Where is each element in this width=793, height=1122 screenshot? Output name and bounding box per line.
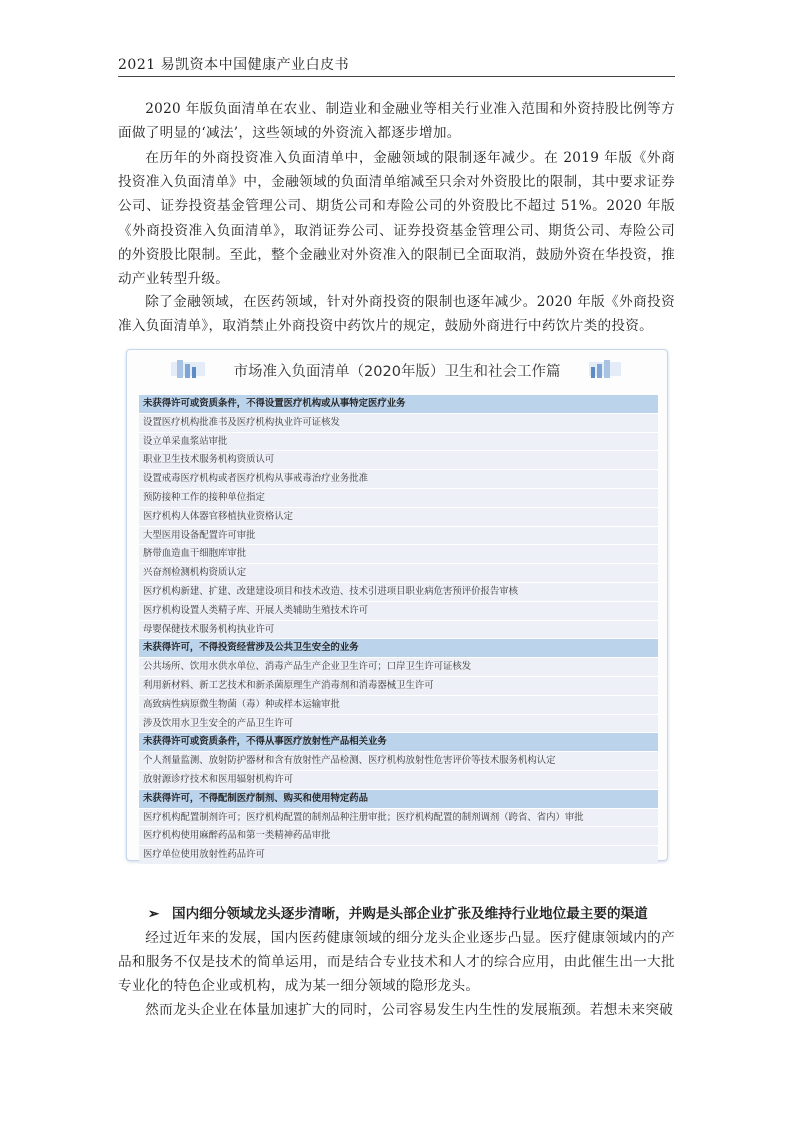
page-header-title: 2021 易凯资本中国健康产业白皮书	[118, 57, 350, 73]
section-heading-text: 国内细分领域龙头逐步清晰，并购是头部企业扩张及维持行业地位最主要的渠道	[172, 906, 648, 922]
table-row: 涉及饮用水卫生安全的产品卫生许可	[139, 715, 658, 734]
paragraph-growth-bottleneck: 然而龙头企业在体量加速扩大的同时，公司容易发生内生性的发展瓶颈。若想未来突破	[145, 1002, 674, 1018]
table-title: 市场准入负面清单（2020年版）卫生和社会工作篇	[233, 364, 561, 380]
table-row: 公共场所、饮用水供水单位、消毒产品生产企业卫生许可；口岸卫生许可证核发	[139, 658, 658, 677]
table-row: 利用新材料、新工艺技术和新杀菌原理生产消毒剂和消毒器械卫生许可	[139, 677, 658, 696]
paragraph-negative-list-2020: 2020 年版负面清单在农业、制造业和金融业等相关行业准入范围和外资持股比例等方面做了明显的‘减法’，这些领域的外资流入都逐步增加。	[118, 101, 675, 142]
table-category-row: 未获得许可或资质条件，不得从事医疗放射性产品相关业务	[139, 733, 658, 752]
table-row: 个人剂量监测、放射防护器材和含有放射性产品检测、医疗机构放射性危害评价等技术服务机构认定	[139, 752, 658, 771]
table-row: 设置医疗机构批准书及医疗机构执业许可证核发	[139, 414, 658, 433]
table-row: 职业卫生技术服务机构资质认可	[139, 451, 658, 470]
table-row: 设立单采血浆站审批	[139, 433, 658, 452]
table-category-row: 未获得许可，不得投资经营涉及公共卫生安全的业务	[139, 639, 658, 658]
table-row: 兴奋剂检测机构资质认定	[139, 564, 658, 583]
paragraph-pharma-sector: 除了金融领域，在医药领域，针对外商投资的限制也逐年减少。2020 年版《外商投资准入负面清单》，取消禁止外商投资中药饮片的规定，鼓励外商进行中药饮片类的投资。	[118, 294, 675, 335]
paragraph-finance-sector: 在历年的外商投资准入负面清单中，金融领域的限制逐年减少。在 2019 年版《外商投资准入负面清单》中，金融领域的负面清单缩减至只余对外资股比的限制，其中要求证券公司、证券投资基金管理公司、期货公司和寿险公司的外资股比不超过 51%。2020 年版《外商投资准入负面清单》，取消证券公司、证券投资基金管理公司、期货公司、寿险公司的外资股比限制。至此，整个金融业对外资准入的限制已全面取消，鼓励外资在华投资，推动产业转型升级。	[118, 150, 675, 288]
table-row: 医疗机构配置制剂许可；医疗机构配置的制剂品种注册审批；医疗机构配置的制剂调剂（跨省、省内）审批	[139, 809, 658, 828]
table-row: 母婴保健技术服务机构执业许可	[139, 621, 658, 640]
negative-list-table	[126, 349, 668, 861]
bar-decoration-icon	[587, 358, 623, 382]
table-row: 预防接种工作的接种单位指定	[139, 489, 658, 508]
section-heading	[118, 902, 675, 922]
table-row: 医疗机构新建、扩建、改建建设项目和技术改造、技术引进项目职业病危害预评价报告审核	[139, 583, 658, 602]
table-row: 医疗机构使用麻醉药品和第一类精神药品审批	[139, 827, 658, 846]
table-row: 大型医用设备配置许可审批	[139, 527, 658, 546]
header-divider	[118, 76, 675, 77]
table-row: 脐带血造血干细胞库审批	[139, 545, 658, 564]
table-row: 医疗单位使用放射性药品许可	[139, 846, 658, 865]
table-rows	[139, 395, 658, 865]
paragraph-segment-leaders: 经过近年来的发展，国内医药健康领域的细分龙头企业逐步凸显。医疗健康领域内的产品和服务不仅是技术的简单运用，而是结合专业技术和人才的综合应用，由此催生出一大批专业化的特色企业或机构，成为某一细分领域的隐形龙头。	[118, 930, 675, 995]
table-row: 医疗机构设置人类精子库、开展人类辅助生殖技术许可	[139, 602, 658, 621]
table-row: 医疗机构人体器官移植执业资格认定	[139, 508, 658, 527]
arrow-bullet-icon: ➢	[148, 906, 160, 922]
table-row: 放射源诊疗技术和医用辐射机构许可	[139, 771, 658, 790]
table-row: 高致病性病原微生物菌（毒）种或样本运输审批	[139, 696, 658, 715]
table-category-row: 未获得许可或资质条件，不得设置医疗机构或从事特定医疗业务	[139, 395, 658, 414]
table-category-row: 未获得许可，不得配制医疗制剂、购买和使用特定药品	[139, 790, 658, 809]
table-row: 设置戒毒医疗机构或者医疗机构从事戒毒治疗业务批准	[139, 470, 658, 489]
